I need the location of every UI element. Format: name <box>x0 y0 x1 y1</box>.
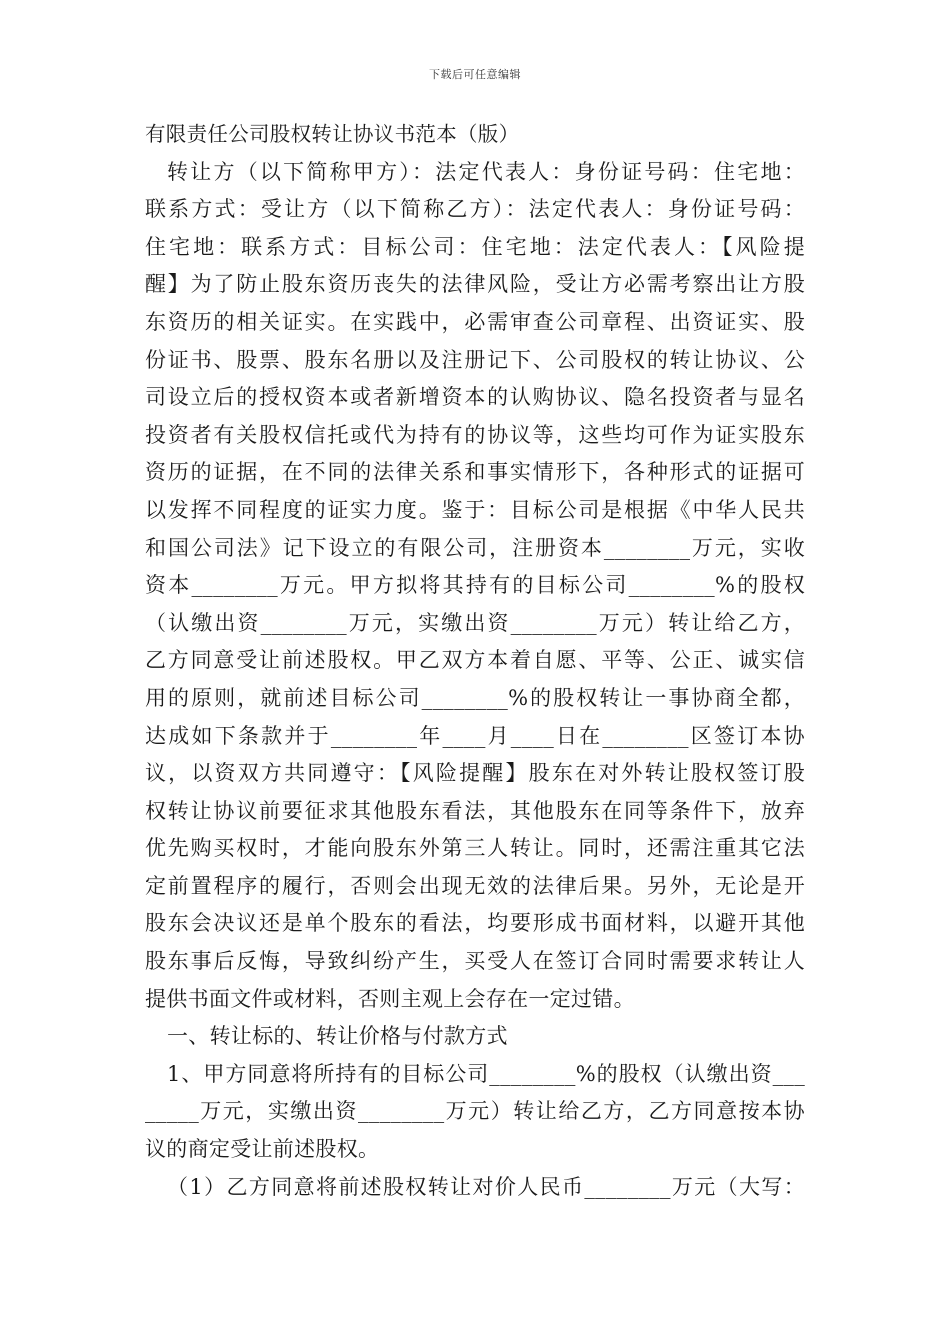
paragraph-line: 定前置程序的履行，否则会出现无效的法律后果。另外，无论是开 <box>145 873 805 898</box>
paragraph-line: 权转让协议前要征求其他股东看法，其他股东在同等条件下，放弃 <box>145 798 805 823</box>
section-heading: 一、转让标的、转让价格与付款方式 <box>167 1024 508 1049</box>
paragraph-line: 股东会决议还是单个股东的看法，均要形成书面材料，以避开其他 <box>145 911 805 936</box>
paragraph-line: 优先购买权时，才能向股东外第三人转让。同时，还需注重其它法 <box>145 836 805 861</box>
paragraph-line: 以发挥不同程度的证实力度。鉴于：目标公司是根据《中华人民共 <box>145 497 805 522</box>
paragraph-line: 醒】为了防止股东资历丧失的法律风险，受让方必需考察出让方股 <box>145 272 805 297</box>
paragraph-line: （认缴出资________万元，实缴出资________万元）转让给乙方， <box>145 610 805 635</box>
paragraph-line: 达成如下条款并于________年____月____日在________区签订本协 <box>145 723 805 748</box>
paragraph-line: 投资者有关股权信托或代为持有的协议等，这些均可作为证实股东 <box>145 422 805 447</box>
clause-line: 议的商定受让前述股权。 <box>145 1137 380 1162</box>
header-note: 下载后可任意编辑 <box>429 68 521 81</box>
paragraph-line: 资本________万元。甲方拟将其持有的目标公司________%的股权 <box>145 573 805 598</box>
paragraph-line: 乙方同意受让前述股权。甲乙双方本着自愿、平等、公正、诚实信 <box>145 648 805 673</box>
paragraph-line: 联系方式：受让方（以下简称乙方）：法定代表人：身份证号码： <box>145 197 805 222</box>
clause-line: _____万元，实缴出资________万元）转让给乙方，乙方同意按本协 <box>145 1099 805 1124</box>
paragraph-line: 住宅地：联系方式：目标公司：住宅地：法定代表人：【风险提 <box>145 234 805 259</box>
paragraph-line: 份证书、股票、股东名册以及注册记下、公司股权的转让协议、公 <box>145 347 805 372</box>
paragraph-line: 资历的证据，在不同的法律关系和事实情形下，各种形式的证据可 <box>145 460 805 485</box>
clause-line: 1、甲方同意将所持有的目标公司________%的股权（认缴出资___ <box>167 1061 805 1086</box>
paragraph-line: 议，以资双方共同遵守：【风险提醒】股东在对外转让股权签订股 <box>145 761 805 786</box>
paragraph-line: 司设立后的授权资本或者新增资本的认购协议、隐名投资者与显名 <box>145 385 805 410</box>
paragraph-line: 用的原则，就前述目标公司________%的股权转让一事协商全都， <box>145 685 805 710</box>
paragraph-line: 转让方（以下简称甲方）：法定代表人：身份证号码：住宅地： <box>167 159 805 184</box>
document-title: 有限责任公司股权转让协议书范本（版） <box>145 122 520 146</box>
paragraph-line: 提供书面文件或材料，否则主观上会存在一定过错。 <box>145 986 635 1011</box>
document-body <box>145 116 805 1206</box>
clause-line: （1）乙方同意将前述股权转让对价人民币________万元（大写： <box>167 1174 805 1199</box>
paragraph-line: 和国公司法》记下设立的有限公司，注册资本________万元，实收 <box>145 535 805 560</box>
paragraph-line: 股东事后反悔，导致纠纷产生，买受人在签订合同时需要求转让人 <box>145 949 805 974</box>
paragraph-line: 东资历的相关证实。在实践中，必需审查公司章程、出资证实、股 <box>145 309 805 334</box>
